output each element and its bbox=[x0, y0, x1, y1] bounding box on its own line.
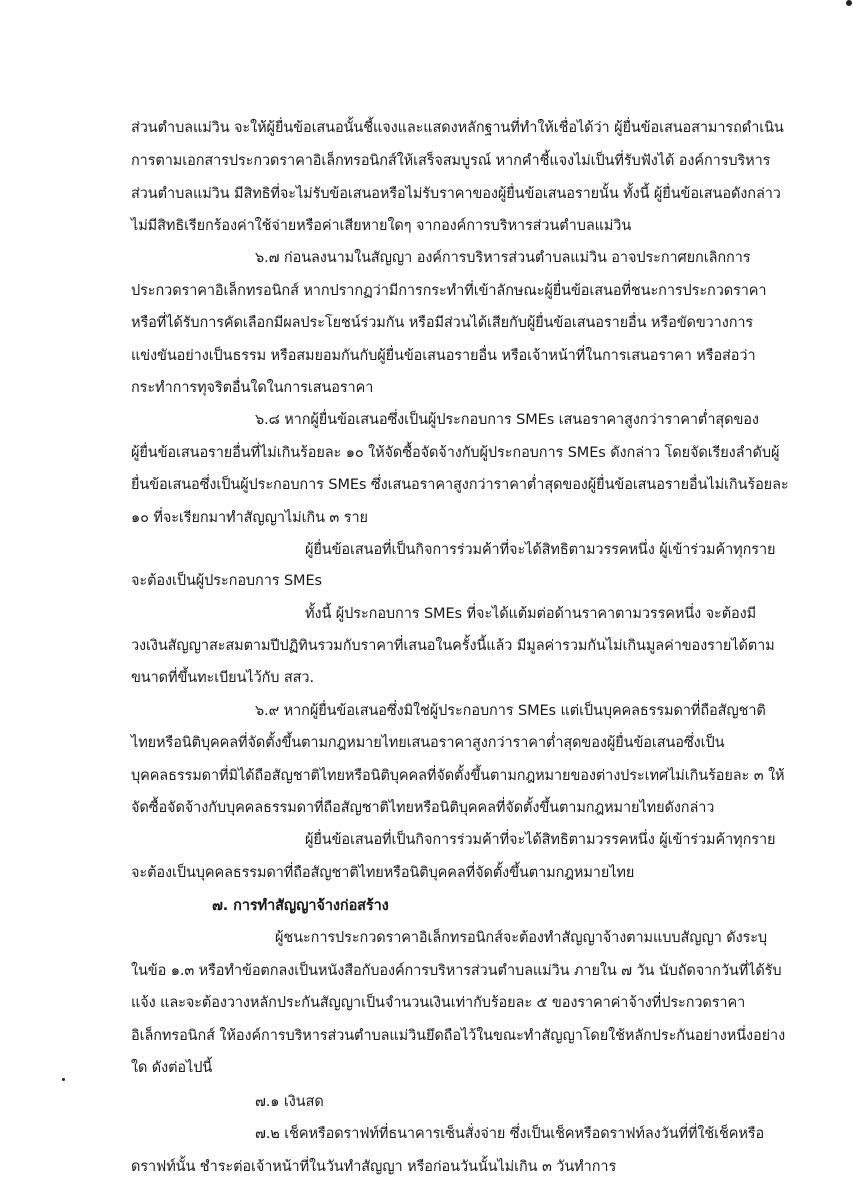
text-line: แจ้ง และจะต้องวางหลักประกันสัญญาเป็นจำนวนเงินเท่ากับร้อยละ ๕ ของราคาค่าจ้างที่ประกวดราคา bbox=[131, 995, 746, 1011]
text-line: ผู้ชนะการประกวดราคาอิเล็กทรอนิกส์จะต้องทำสัญญาจ้างตามแบบสัญญา ดังระบุ bbox=[275, 930, 768, 946]
text-line: บุคคลธรรมดาที่มิได้ถือสัญชาติไทยหรือนิติบุคคลที่จัดตั้งขึ้นตามกฎหมายของต่างประเทศไม่เกินร้อยละ ๓ ให้ bbox=[131, 768, 785, 784]
text-line: ยื่นข้อเสนอซึ่งเป็นผู้ประกอบการ SMEs ซึ่งเสนอราคาสูงกว่าราคาต่ำสุดของผู้ยื่นข้อเสนอรายอื่นไม่เกินร้อยละ bbox=[131, 477, 789, 493]
text-line: หรือที่ได้รับการคัดเลือกมีผลประโยชน์ร่วมกัน หรือมีส่วนได้เสียกับผู้ยื่นข้อเสนอรายอื่น หรือขัดขวางการ bbox=[131, 315, 754, 331]
text-line: จะต้องเป็นผู้ประกอบการ SMEs bbox=[131, 573, 322, 589]
text-line: การตามเอกสารประกวดราคาอิเล็กทรอนิกส์ให้เสร็จสมบูรณ์ หากคำชี้แจงไม่เป็นที่รับฟังได้ องค์การบริหาร bbox=[131, 153, 771, 169]
text-line: ๗.๒ เช็คหรือดราฟท์ที่ธนาคารเซ็นสั่งจ่าย ซึ่งเป็นเช็คหรือดราฟท์ลงวันที่ที่ใช้เช็คหรือ bbox=[255, 1126, 765, 1142]
text-line: ในข้อ ๑.๓ หรือทำข้อตกลงเป็นหนังสือกับองค์การบริหารส่วนตำบลแม่วิน ภายใน ๗ วัน นับถัดจากวันที่ได้รับ bbox=[131, 963, 782, 979]
section-heading: ๗. การทำสัญญาจ้างก่อสร้าง bbox=[212, 898, 389, 914]
text-line: ใด ดังต่อไปนี้ bbox=[131, 1060, 213, 1076]
text-line: ๖.๘ หากผู้ยื่นข้อเสนอซึ่งเป็นผู้ประกอบการ SMEs เสนอราคาสูงกว่าราคาต่ำสุดของ bbox=[255, 412, 759, 428]
text-line: ๗.๑ เงินสด bbox=[255, 1094, 324, 1110]
scan-speck bbox=[846, 0, 852, 6]
text-line: แข่งขันอย่างเป็นธรรม หรือสมยอมกันกับผู้ยื่นข้อเสนอรายอื่น หรือเจ้าหน้าที่ในการเสนอราคา หรือส่อว่า bbox=[131, 348, 756, 364]
text-line: ผู้ยื่นข้อเสนอที่เป็นกิจการร่วมค้าที่จะได้สิทธิตามวรรคหนึ่ง ผู้เข้าร่วมค้าทุกราย bbox=[305, 832, 776, 848]
text-line: ผู้ยื่นข้อเสนอรายอื่นที่ไม่เกินร้อยละ ๑๐ ให้จัดซื้อจัดจ้างกับผู้ประกอบการ SMEs ดังกล่าว โดยจัดเรียงลำดับผู้ bbox=[131, 445, 780, 461]
text-line: จัดซื้อจัดจ้างกับบุคคลธรรมดาที่ถือสัญชาติไทยหรือนิติบุคคลที่จัดตั้งขึ้นตามกฎหมายไทยดังกล่าว bbox=[131, 800, 715, 816]
text-line: ผู้ยื่นข้อเสนอที่เป็นกิจการร่วมค้าที่จะได้สิทธิตามวรรคหนึ่ง ผู้เข้าร่วมค้าทุกราย bbox=[305, 542, 776, 558]
scan-speck bbox=[62, 1078, 65, 1081]
text-line: ๖.๙ หากผู้ยื่นข้อเสนอซึ่งมิใช่ผู้ประกอบการ SMEs แต่เป็นบุคคลธรรมดาที่ถือสัญชาติ bbox=[255, 703, 766, 719]
text-line: ๖.๗ ก่อนลงนามในสัญญา องค์การบริหารส่วนตำบลแม่วิน อาจประกาศยกเลิกการ bbox=[255, 250, 751, 266]
text-line: ส่วนตำบลแม่วิน มีสิทธิที่จะไม่รับข้อเสนอหรือไม่รับราคาของผู้ยื่นข้อเสนอรายนั้น ทั้งนี้ ผู้ยื่นข้อเสนอดังกล่าว bbox=[131, 186, 781, 202]
text-line: ๑๐ ที่จะเรียกมาทำสัญญาไม่เกิน ๓ ราย bbox=[131, 510, 368, 526]
text-line: ไทยหรือนิติบุคคลที่จัดตั้งขึ้นตามกฎหมายไทยเสนอราคาสูงกว่าราคาต่ำสุดของผู้ยื่นข้อเสนอซึ่งเป็น bbox=[131, 735, 725, 751]
text-line: ทั้งนี้ ผู้ประกอบการ SMEs ที่จะได้แต้มต่อด้านราคาตามวรรคหนึ่ง จะต้องมี bbox=[305, 606, 757, 622]
text-line: ดราฟท์นั้น ชำระต่อเจ้าหน้าที่ในวันทำสัญญา หรือก่อนวันนั้นไม่เกิน ๓ วันทำการ bbox=[131, 1159, 617, 1175]
text-line: กระทำการทุจริตอื่นใดในการเสนอราคา bbox=[131, 380, 374, 396]
text-line: ประกวดราคาอิเล็กทรอนิกส์ หากปรากฏว่ามีการกระทำที่เข้าลักษณะผู้ยื่นข้อเสนอที่ชนะการประกวดราคา bbox=[131, 283, 767, 299]
text-line: ขนาดที่ขึ้นทะเบียนไว้กับ สสว. bbox=[131, 670, 314, 686]
text-line: วงเงินสัญญาสะสมตามปีปฏิทินรวมกับราคาที่เสนอในครั้งนี้แล้ว มีมูลค่ารวมกันไม่เกินมูลค่าของรายได้ตาม bbox=[131, 638, 775, 654]
text-line: อิเล็กทรอนิกส์ ให้องค์การบริหารส่วนตำบลแม่วินยึดถือไว้ในขณะทำสัญญาโดยใช้หลักประกันอย่างหนึ่งอย่าง bbox=[131, 1028, 786, 1044]
text-line: ไม่มีสิทธิเรียกร้องค่าใช้จ่ายหรือค่าเสียหายใดๆ จากองค์การบริหารส่วนตำบลแม่วิน bbox=[131, 218, 632, 234]
text-line: ส่วนตำบลแม่วิน จะให้ผู้ยื่นข้อเสนอนั้นชี้แจงและแสดงหลักฐานที่ทำให้เชื่อได้ว่า ผู้ยื่นข้อเสนอสามารถดำเนิน bbox=[131, 120, 784, 136]
text-line: จะต้องเป็นบุคคลธรรมดาที่ถือสัญชาติไทยหรือนิติบุคคลที่จัดตั้งขึ้นตามกฎหมายไทย bbox=[131, 865, 635, 881]
